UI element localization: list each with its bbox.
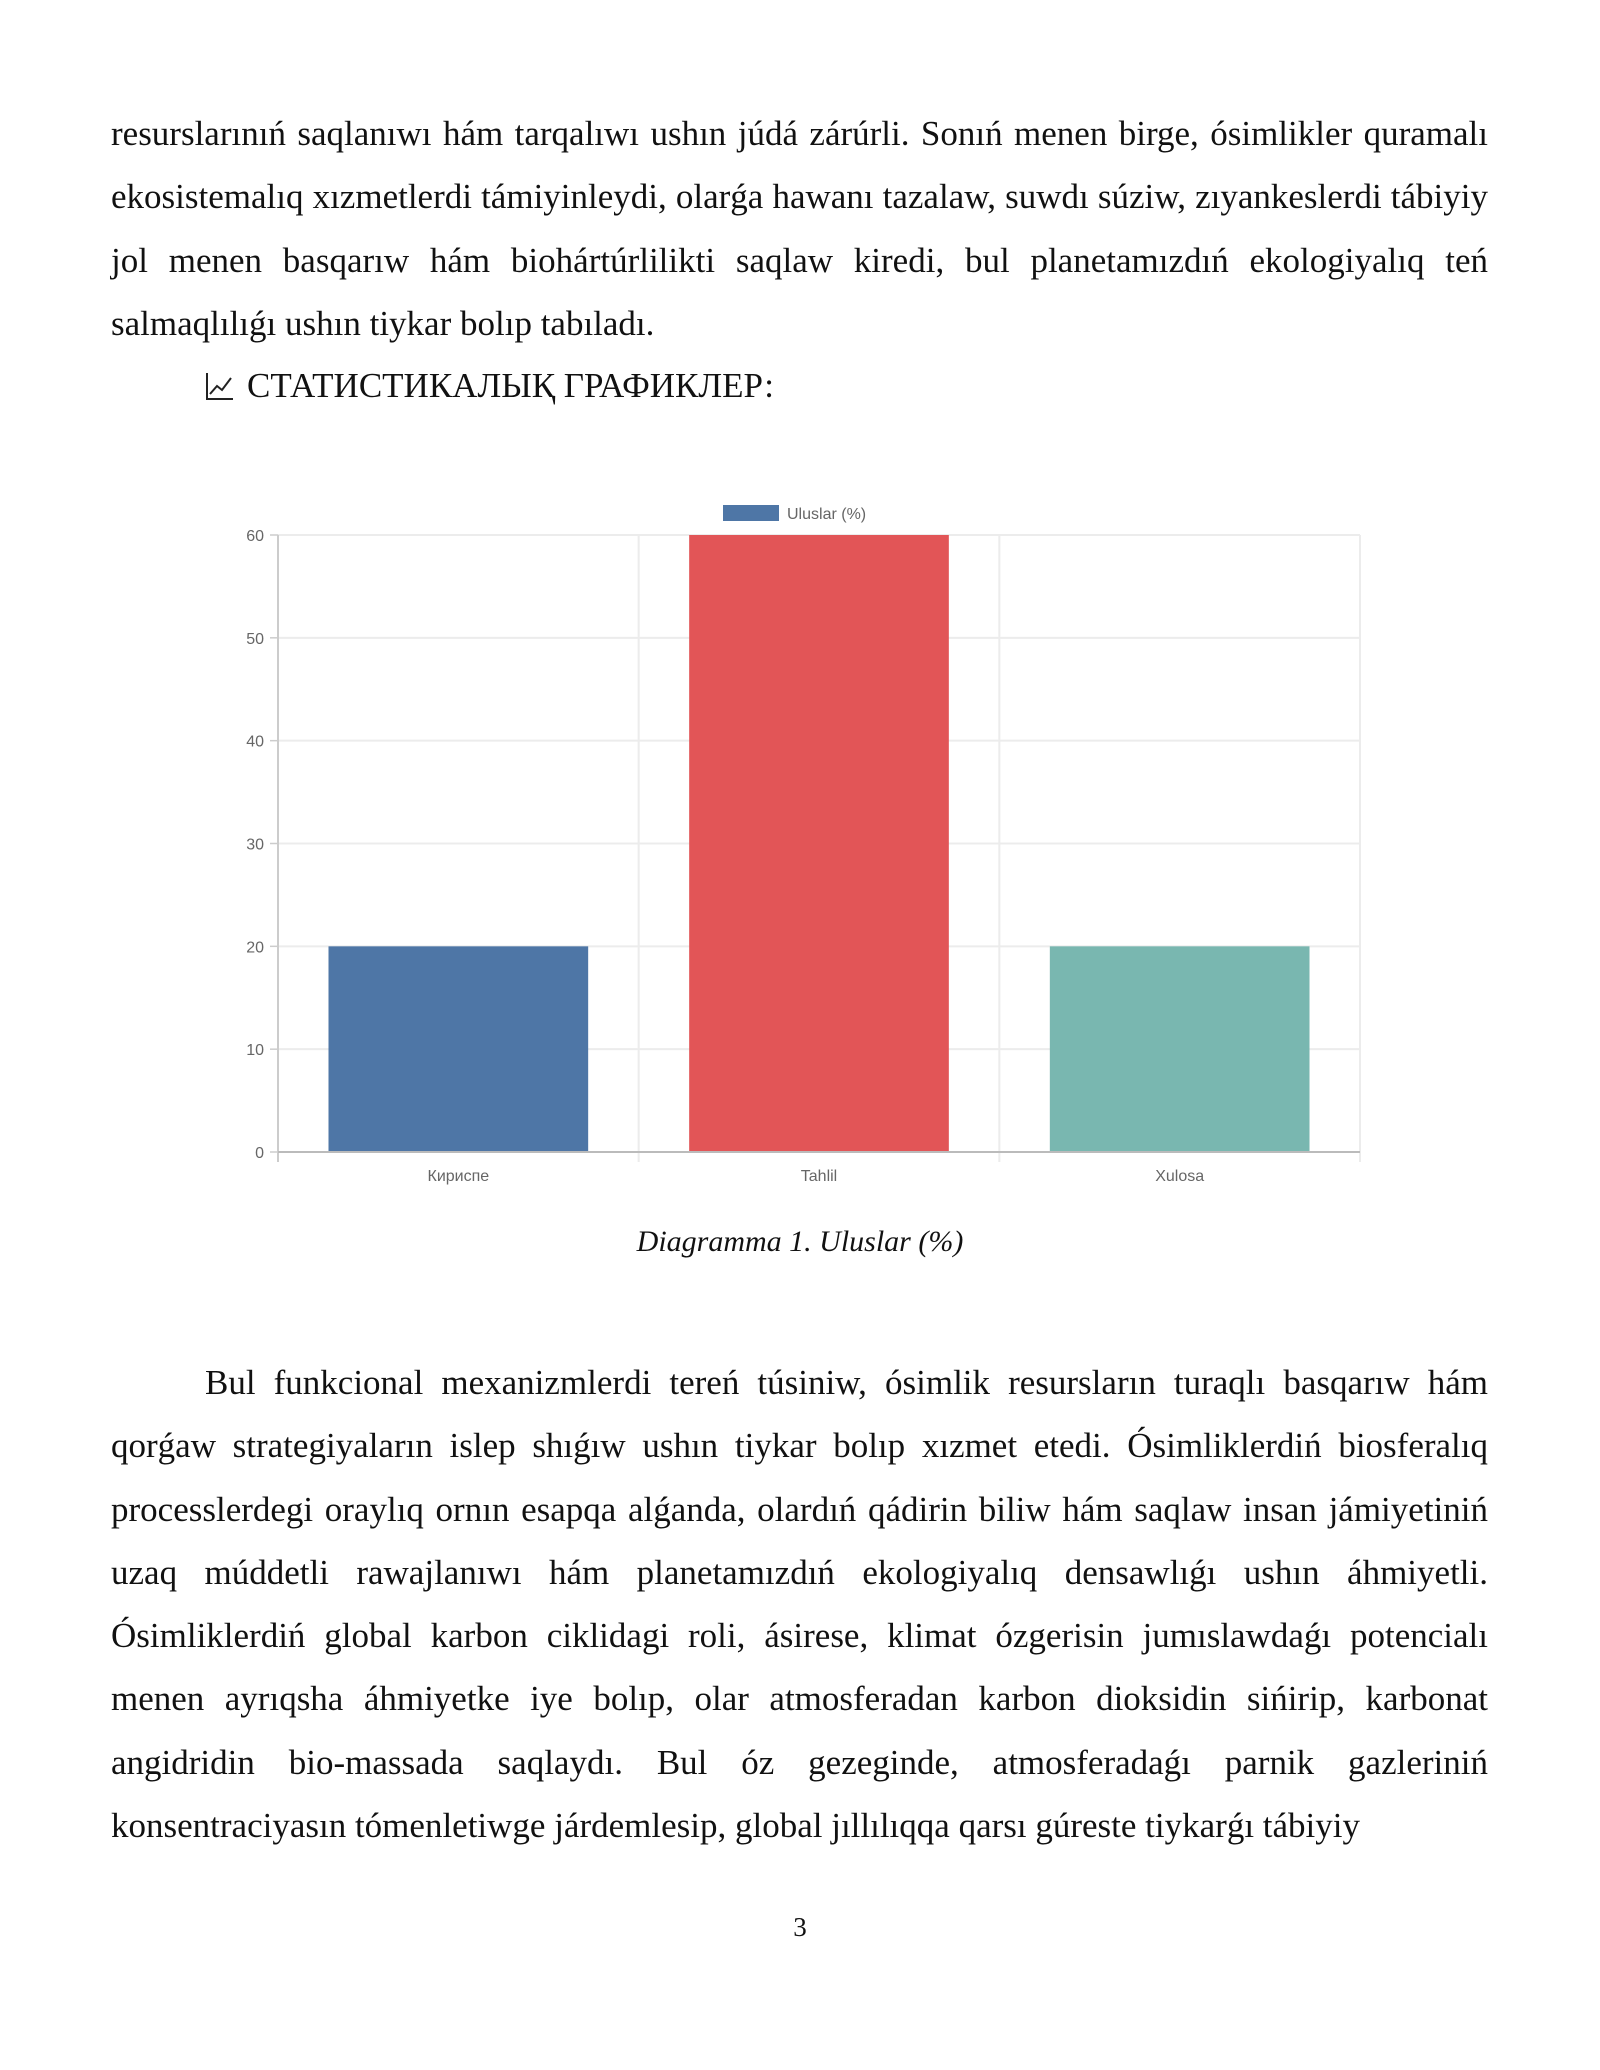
y-tick-label: 50 (246, 630, 264, 648)
chart-caption: Diagramma 1. Uluslar (%) (636, 1225, 964, 1258)
legend-swatch (723, 505, 779, 521)
y-tick-label: 40 (246, 733, 264, 751)
y-tick-label: 60 (246, 528, 264, 545)
y-tick-label: 10 (246, 1042, 264, 1060)
bar-chart (200, 490, 1400, 1210)
body-paragraph-1: resurslarınıń saqlanıwı hám tarqalıwı ushın júdá zárúrli. Sonıń menen birge, ósimlikler quramalı ekosistemalıq xızmetlerdi támiyinleydi, olarǵa hawanı tazalaw, suwdı súziw, zıyankeslerdi tábiyiy jol menen basqarıw hám biohártúrlilikti saqlaw kiredi, bul planetamızdıń ekologiyalıq teń salmaqlılıǵı ushın tiykar bolıp tabıladı. (111, 114, 1488, 343)
page-number: 3 (793, 1912, 807, 1942)
x-tick-label: Кириспе (427, 1168, 490, 1185)
x-tick-label: Xulosa (1155, 1168, 1205, 1185)
bar-chart-canvas (200, 490, 1400, 1210)
y-tick-label: 30 (246, 836, 264, 854)
body-paragraph-2: Bul funkcional mexanizmlerdi tereń túsiniw, ósimlik resursların turaqlı basqarıw hám qorǵaw strategiyaların islep shıǵıw ushın tiykar bolıp xızmet etedi. Ósimliklerdiń biosferalıq processlerdegi oraylıq ornın esapqa alǵanda, olardıń qádirin biliw hám saqlaw insan jámiyetiniń uzaq múddetli rawajlanıwı hám planetamızdıń ekologiyalıq densawlıǵı ushın áhmiyetli. Ósimliklerdiń global karbon ciklidagi roli, ásirese, klimat ózgerisin jumıslawdaǵı potencialı menen ayrıqsha áhmiyetke iye bolıp, olar atmosferadan karbon dioksidin sińirip, karbonat angidridin bio-massada saqlaydı. Bul óz gezeginde, atmosferadaǵı parnik gazleriniń konsentraciyasın tómenletiwge járdemlesip, global jıllılıqqa qarsı gúreste tiykarǵı tábiyiy (111, 1363, 1488, 1846)
bar-3 (1050, 946, 1310, 1152)
bar-1 (328, 946, 588, 1152)
y-tick-label: 0 (255, 1145, 264, 1162)
chart-increasing-icon (205, 371, 235, 401)
section-heading-text: СТАТИСТИКАЛЫҚ ГРАФИКЛЕР: (247, 366, 774, 405)
bar-2 (689, 535, 949, 1152)
y-tick-label: 20 (246, 939, 264, 957)
legend-label: Uluslar (%) (787, 506, 867, 523)
section-heading (205, 360, 774, 412)
x-tick-label: Tahlil (800, 1168, 838, 1185)
chart-legend (723, 505, 866, 523)
